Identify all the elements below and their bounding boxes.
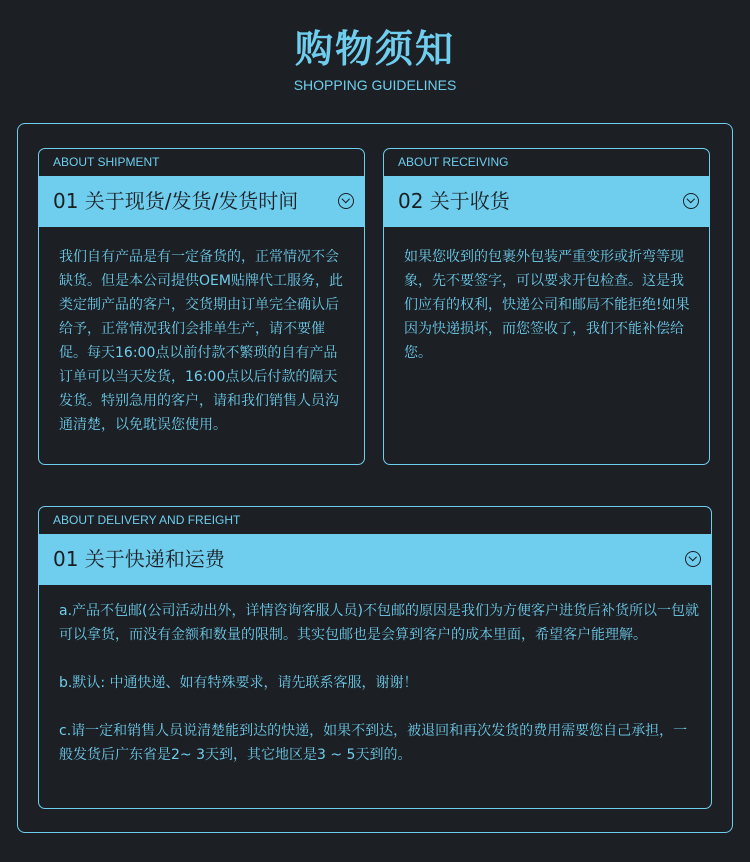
card-paragraph: 如果您收到的包裹外包装严重变形或折弯等现象，先不要签字，可以要求开包检查。这是我们应有的权利，快递公司和邮局不能拒绝!如果因为快递损坏，而您签收了，我们不能补偿给您。 bbox=[404, 249, 690, 361]
card-section-label: ABOUT RECEIVING bbox=[398, 155, 509, 169]
delivery-accordion-header[interactable] bbox=[39, 534, 711, 585]
card-paragraph-b: b.默认: 中通快递、如有特殊要求，请先联系客服，谢谢！ bbox=[59, 675, 418, 691]
card-heading: 01 关于快递和运费 bbox=[53, 547, 225, 571]
delivery-card bbox=[38, 506, 712, 809]
card-heading: 02 关于收货 bbox=[398, 189, 510, 213]
shipment-accordion-header[interactable] bbox=[39, 176, 364, 227]
card-content bbox=[59, 245, 348, 437]
receiving-card bbox=[383, 148, 710, 465]
card-heading: 01 关于现货/发货/发货时间 bbox=[53, 189, 299, 213]
card-section-label: ABOUT SHIPMENT bbox=[53, 155, 160, 169]
card-content bbox=[404, 245, 693, 365]
card-section-label: ABOUT DELIVERY AND FREIGHT bbox=[53, 513, 241, 527]
card-paragraph-c: c.请一定和销售人员说清楚能到达的快递，如果不到达，被退回和再次发货的费用需要您自己承担，一般发货后广东省是2~ 3天到，其它地区是3 ~ 5天到的。 bbox=[59, 723, 688, 763]
chevron-down-circle-icon[interactable] bbox=[338, 193, 354, 209]
page-title: 购物须知 bbox=[294, 27, 455, 71]
page-subtitle: SHOPPING GUIDELINES bbox=[293, 77, 457, 93]
chevron-down-circle-icon[interactable] bbox=[685, 551, 701, 567]
card-paragraph-a: a.产品不包邮(公司活动出外，详情咨询客服人员)不包邮的原因是我们为方便客户进货后补货所以一包就可以拿货，而没有金额和数量的限制。其实包邮也是会算到客户的成本里面，希望客户能理解。 bbox=[59, 603, 699, 643]
chevron-down-circle-icon[interactable] bbox=[683, 193, 699, 209]
card-paragraph: 我们自有产品是有一定备货的，正常情况不会缺货。但是本公司提供OEM贴牌代工服务，此类定制产品的客户，交货期由订单完全确认后给予，正常情况我们会排单生产，请不要催促。每天16:00点以前付款不繁琐的自有产品订单可以当天发货，16:00点以后付款的隔天发货。特别急用的客户，请和我们销售人员沟通清楚，以免耽误您使用。 bbox=[59, 249, 343, 433]
receiving-accordion-header[interactable] bbox=[384, 176, 709, 227]
shipment-card bbox=[38, 148, 365, 465]
card-content bbox=[59, 599, 699, 767]
